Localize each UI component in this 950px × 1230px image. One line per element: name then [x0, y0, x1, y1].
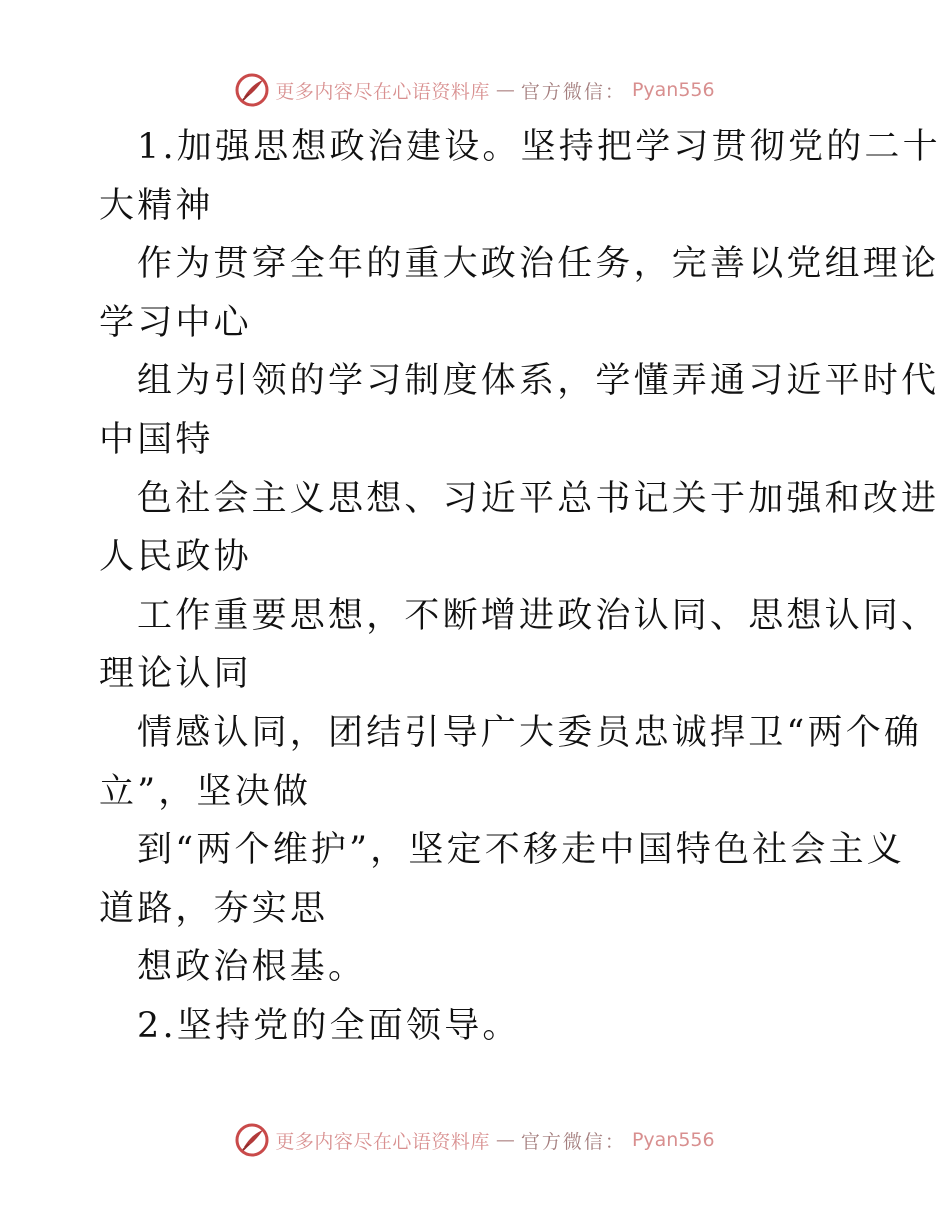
text-line: 想政治根基。 [137, 947, 367, 988]
text-line: 道路，夯实思 [99, 888, 329, 929]
feather-quill-logo-icon [235, 1123, 269, 1157]
footer-watermark [0, 1120, 950, 1160]
text-line: 组为引领的学习制度体系，学懂弄通习近平时代 [137, 361, 940, 402]
watermark-separator: — [495, 79, 515, 101]
text-line: 2.坚持党的全面领导。 [137, 1005, 521, 1046]
text-line: 理论认同 [99, 654, 252, 695]
watermark-brand: 更多内容尽在心语资料库 [275, 1130, 490, 1153]
text-line: 中国特 [99, 419, 214, 460]
text-line: 人民政协 [99, 537, 252, 578]
watermark-separator: — [495, 1129, 515, 1151]
text-line: 情感认同，团结引导广大委员忠诚捍卫“两个确 [137, 712, 923, 753]
text-line: 到“两个维护”，坚定不移走中国特色社会主义 [137, 830, 905, 871]
document-body [99, 118, 941, 1056]
watermark-wechat-id: Pyan556 [631, 1129, 715, 1151]
watermark-wechat-label: 官方微信： [520, 80, 626, 103]
text-line: 工作重要思想，不断增进政治认同、思想认同、 [137, 595, 940, 636]
feather-quill-logo-icon [235, 73, 269, 107]
text-line: 学习中心 [99, 302, 252, 343]
watermark-brand: 更多内容尽在心语资料库 [275, 80, 490, 103]
text-line: 立”，坚决做 [99, 771, 312, 812]
text-line: 大精神 [99, 185, 214, 226]
text-line: 1.加强思想政治建设。坚持把学习贯彻党的二十 [137, 127, 941, 167]
text-line: 作为贯穿全年的重大政治任务，完善以党组理论 [137, 244, 940, 285]
header-watermark [0, 70, 950, 110]
watermark-wechat-id: Pyan556 [631, 79, 715, 101]
text-line: 色社会主义思想、习近平总书记关于加强和改进 [137, 478, 940, 519]
watermark-wechat-label: 官方微信： [520, 1130, 626, 1153]
